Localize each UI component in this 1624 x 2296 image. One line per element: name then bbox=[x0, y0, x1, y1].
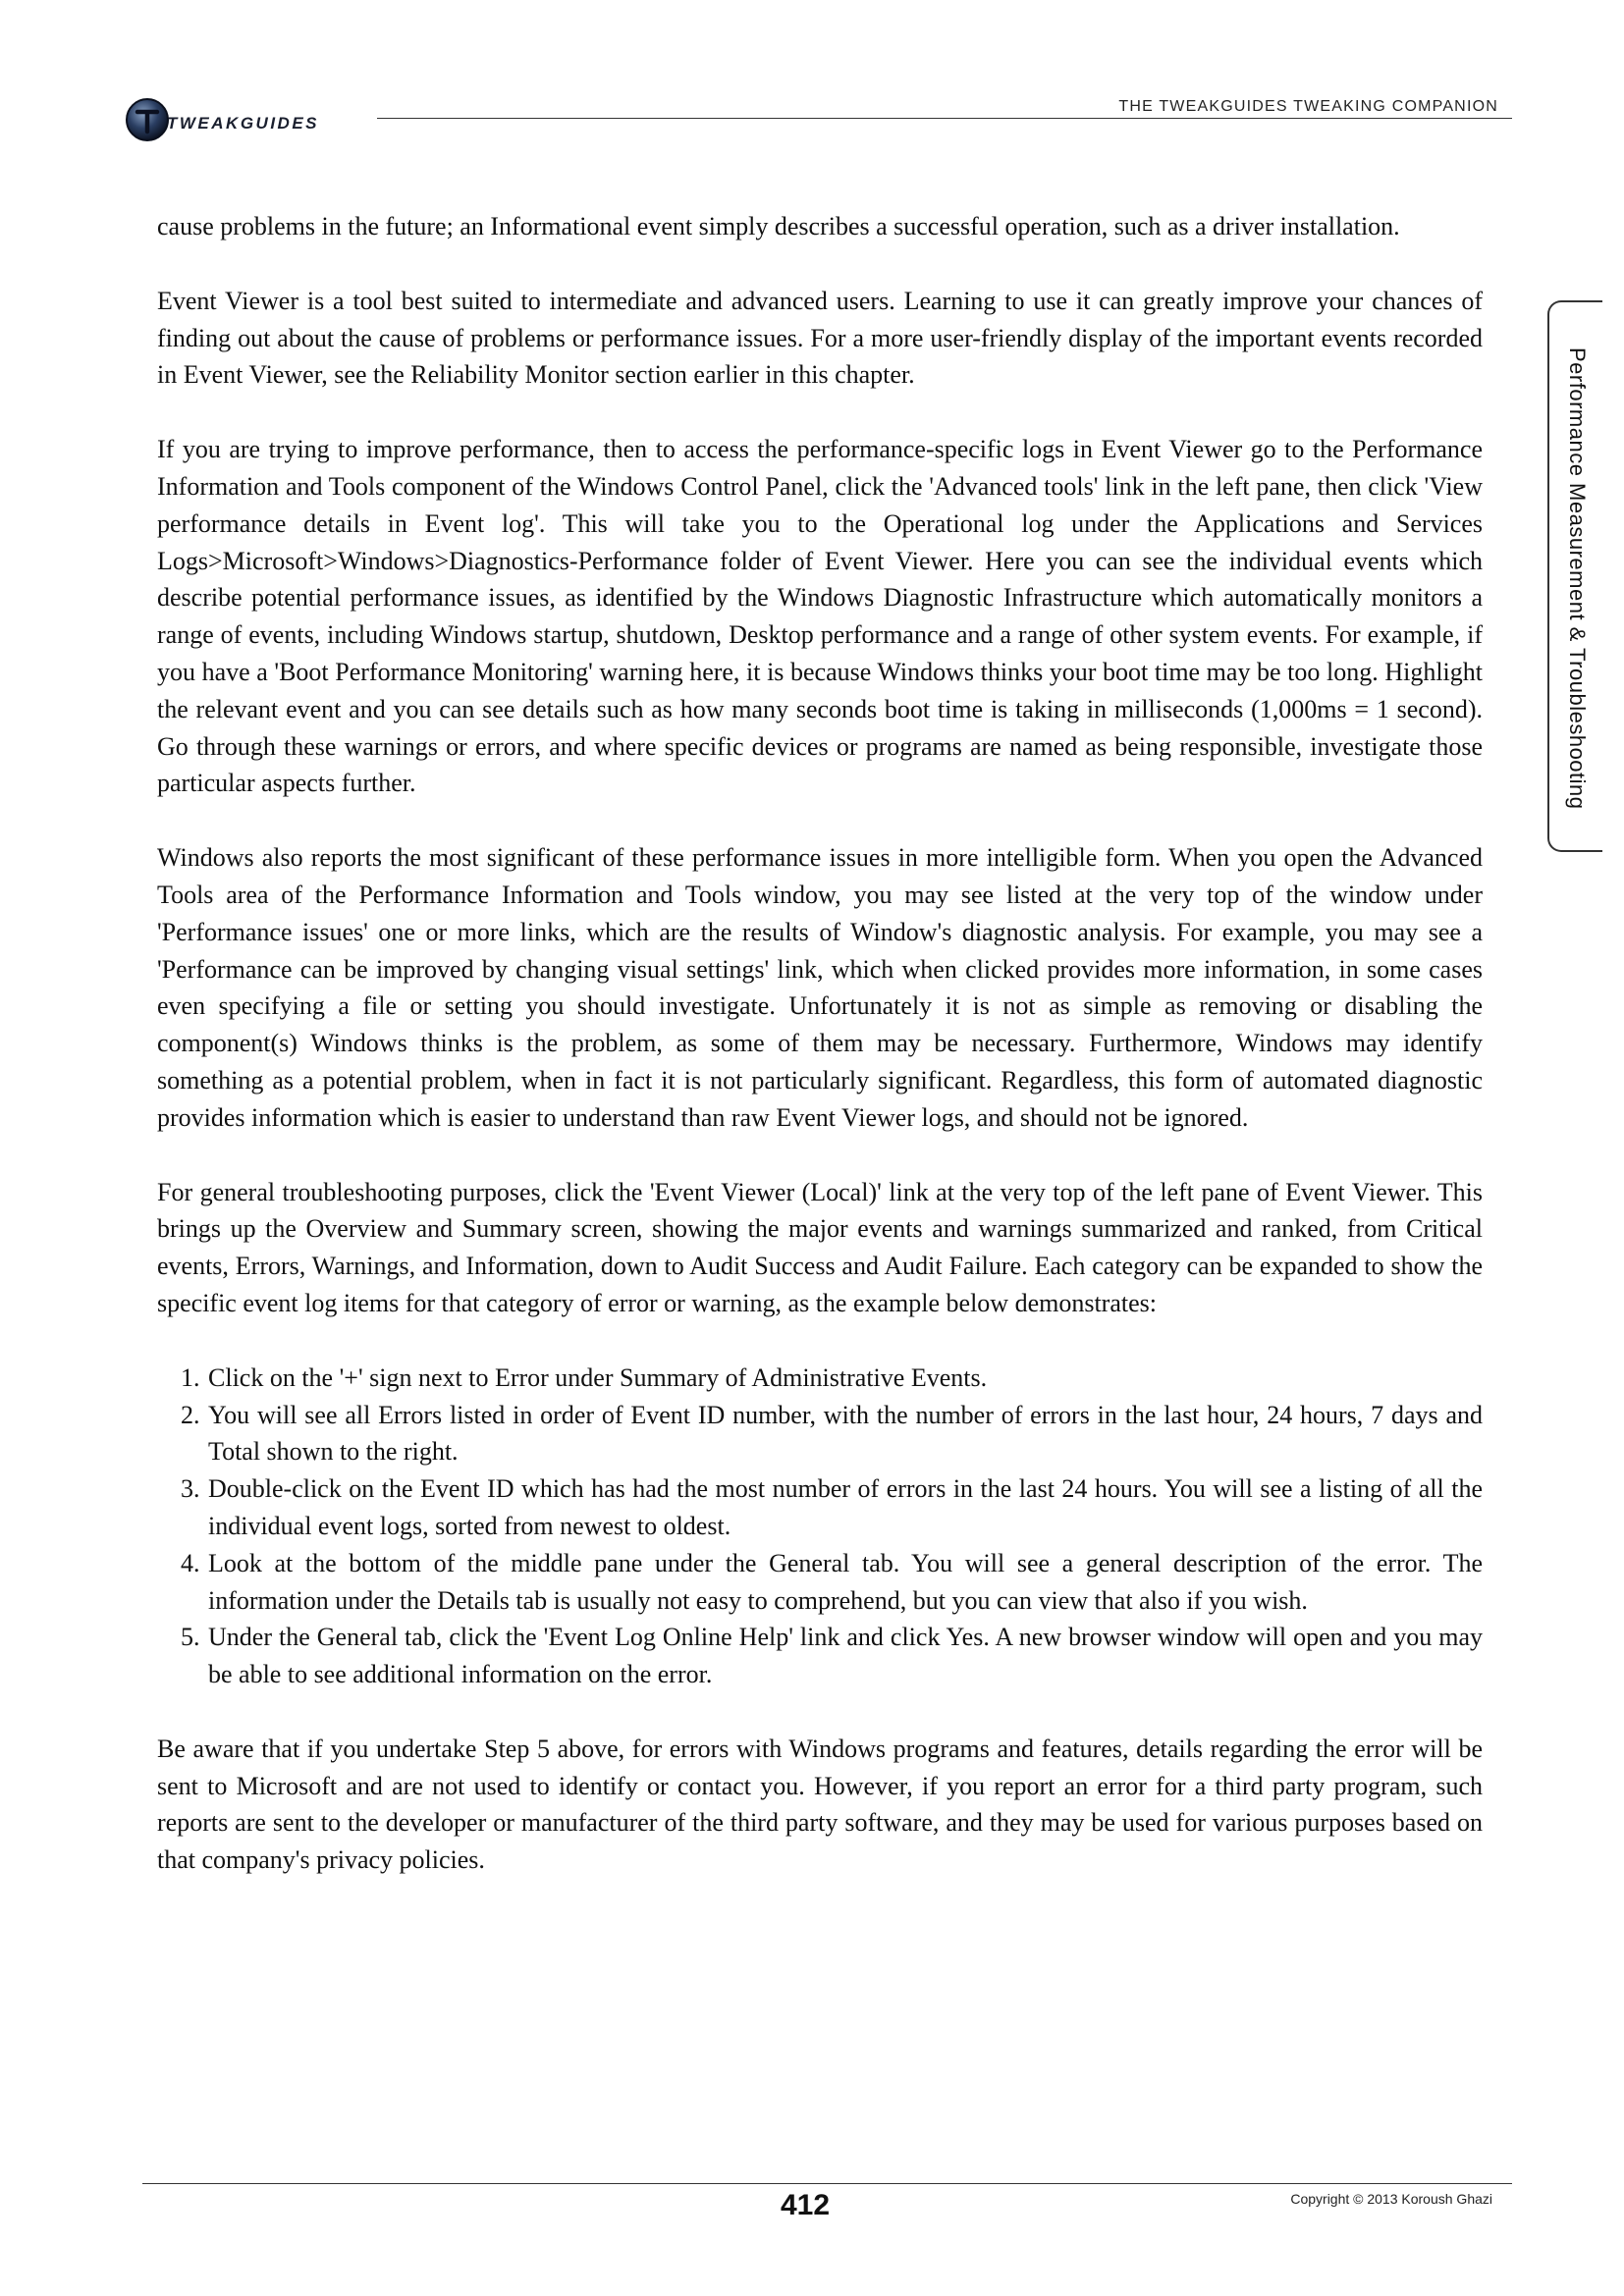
copyright-notice: Copyright © 2013 Koroush Ghazi bbox=[1290, 2191, 1492, 2207]
body-paragraph: Windows also reports the most significant of these performance issues in more intelligible form. When you open the Advanced Tools area of the Performance Information and Tools window, you may see listed at the very top of the window under 'Performance issues' one or more links, which are the results of Window's diagnostic analysis. For example, you may see a 'Performance can be improved by changing visual settings' link, which when clicked provides more information, in some cases even specifying a file or setting you should investigate. Unfortunately it is not as simple as removing or disabling the component(s) Windows thinks is the problem, as some of them may be necessary. Furthermore, Windows may identify something as a potential problem, when in fact it is not particularly significant. Regardless, this form of automated diagnostic provides information which is easier to understand than raw Event Viewer logs, and should not be ignored. bbox=[157, 843, 1483, 1132]
step-item: 3. Double-click on the Event ID which has had the most number of errors in the last 24 hours. You will see a listing of all the individual event logs, sorted from newest to oldest. bbox=[206, 1470, 1483, 1545]
step-item: 2. You will see all Errors listed in order of Event ID number, with the number of errors in the last hour, 24 hours, 7 days and Total shown to the right. bbox=[206, 1397, 1483, 1471]
page-number: 412 bbox=[780, 2189, 831, 2221]
step-item: 5. Under the General tab, click the 'Event Log Online Help' link and click Yes. A new browser window will open and you may be able to see additional information on the error. bbox=[206, 1619, 1483, 1693]
header-rule bbox=[377, 118, 1512, 119]
body-paragraph: Be aware that if you undertake Step 5 above, for errors with Windows programs and features, details regarding the error will be sent to Microsoft and are not used to identify or contact you. However, if you report an error for a third party program, such reports are sent to the developer or manufacturer of the third party software, and they may be used for various purposes based on that company's privacy policies. bbox=[157, 1734, 1483, 1875]
body-paragraph: For general troubleshooting purposes, click the 'Event Viewer (Local)' link at the very top of the left pane of Event Viewer. This brings up the Overview and Summary screen, showing the major events and warnings summarized and ranked, from Critical events, Errors, Warnings, and Information, down to Audit Success and Audit Failure. Each category can be expanded to show the specific event log items for that category of error or warning, as the example below demonstrates: bbox=[157, 1177, 1483, 1317]
body-paragraph: If you are trying to improve performance, then to access the performance-specific logs in Event Viewer go to the Performance Information and Tools component of the Windows Control Panel, click the 'Advanced tools' link in the left pane, then click 'View performance details in Event log'. This will take you to the Operational log under the Applications and Services Logs>Microsoft>Windows>Diagnostics-Performance folder of Event Viewer. Here you can see the individual events which describe potential performance issues, as identified by the Windows Diagnostic Infrastructure which automatically monitors a range of events, including Windows startup, shutdown, Desktop performance and a range of other system events. For example, if you have a 'Boot Performance Monitoring' warning here, it is because Windows thinks your boot time may be too long. Highlight the relevant event and you can see details such as how many seconds boot time is taking in milliseconds (1,000ms = 1 second). Go through these warnings or errors, and where specific devices or programs are named as being responsible, investigate those particular aspects further. bbox=[157, 435, 1483, 798]
body-paragraph: Event Viewer is a tool best suited to intermediate and advanced users. Learning to use it can greatly improve your chances of finding out about the cause of problems or performance issues. For a more user-friendly display of the important events recorded in Event Viewer, see the Reliability Monitor section earlier in this chapter. bbox=[157, 286, 1483, 390]
logo-wordmark: TWEAKGUIDES bbox=[167, 114, 319, 133]
steps-list bbox=[157, 1360, 1483, 1693]
step-item: 4. Look at the bottom of the middle pane under the General tab. You will see a general description of the error. The information under the Details tab is usually not easy to comprehend, but you can view that also if you wish. bbox=[206, 1545, 1483, 1620]
page-body bbox=[157, 208, 1483, 1916]
step-item: 1. Click on the '+' sign next to Error under Summary of Administrative Events. bbox=[206, 1360, 1483, 1397]
footer-rule bbox=[142, 2183, 1512, 2184]
header-title: THE TWEAKGUIDES TWEAKING COMPANION bbox=[1118, 98, 1498, 115]
chapter-side-tab-label: Performance Measurement & Troubleshooting bbox=[1565, 347, 1590, 810]
tweakguides-logo bbox=[124, 94, 359, 145]
chapter-side-tab bbox=[1547, 300, 1602, 852]
body-paragraph: cause problems in the future; an Informational event simply describes a successful operation, such as a driver installation. bbox=[157, 212, 1400, 240]
